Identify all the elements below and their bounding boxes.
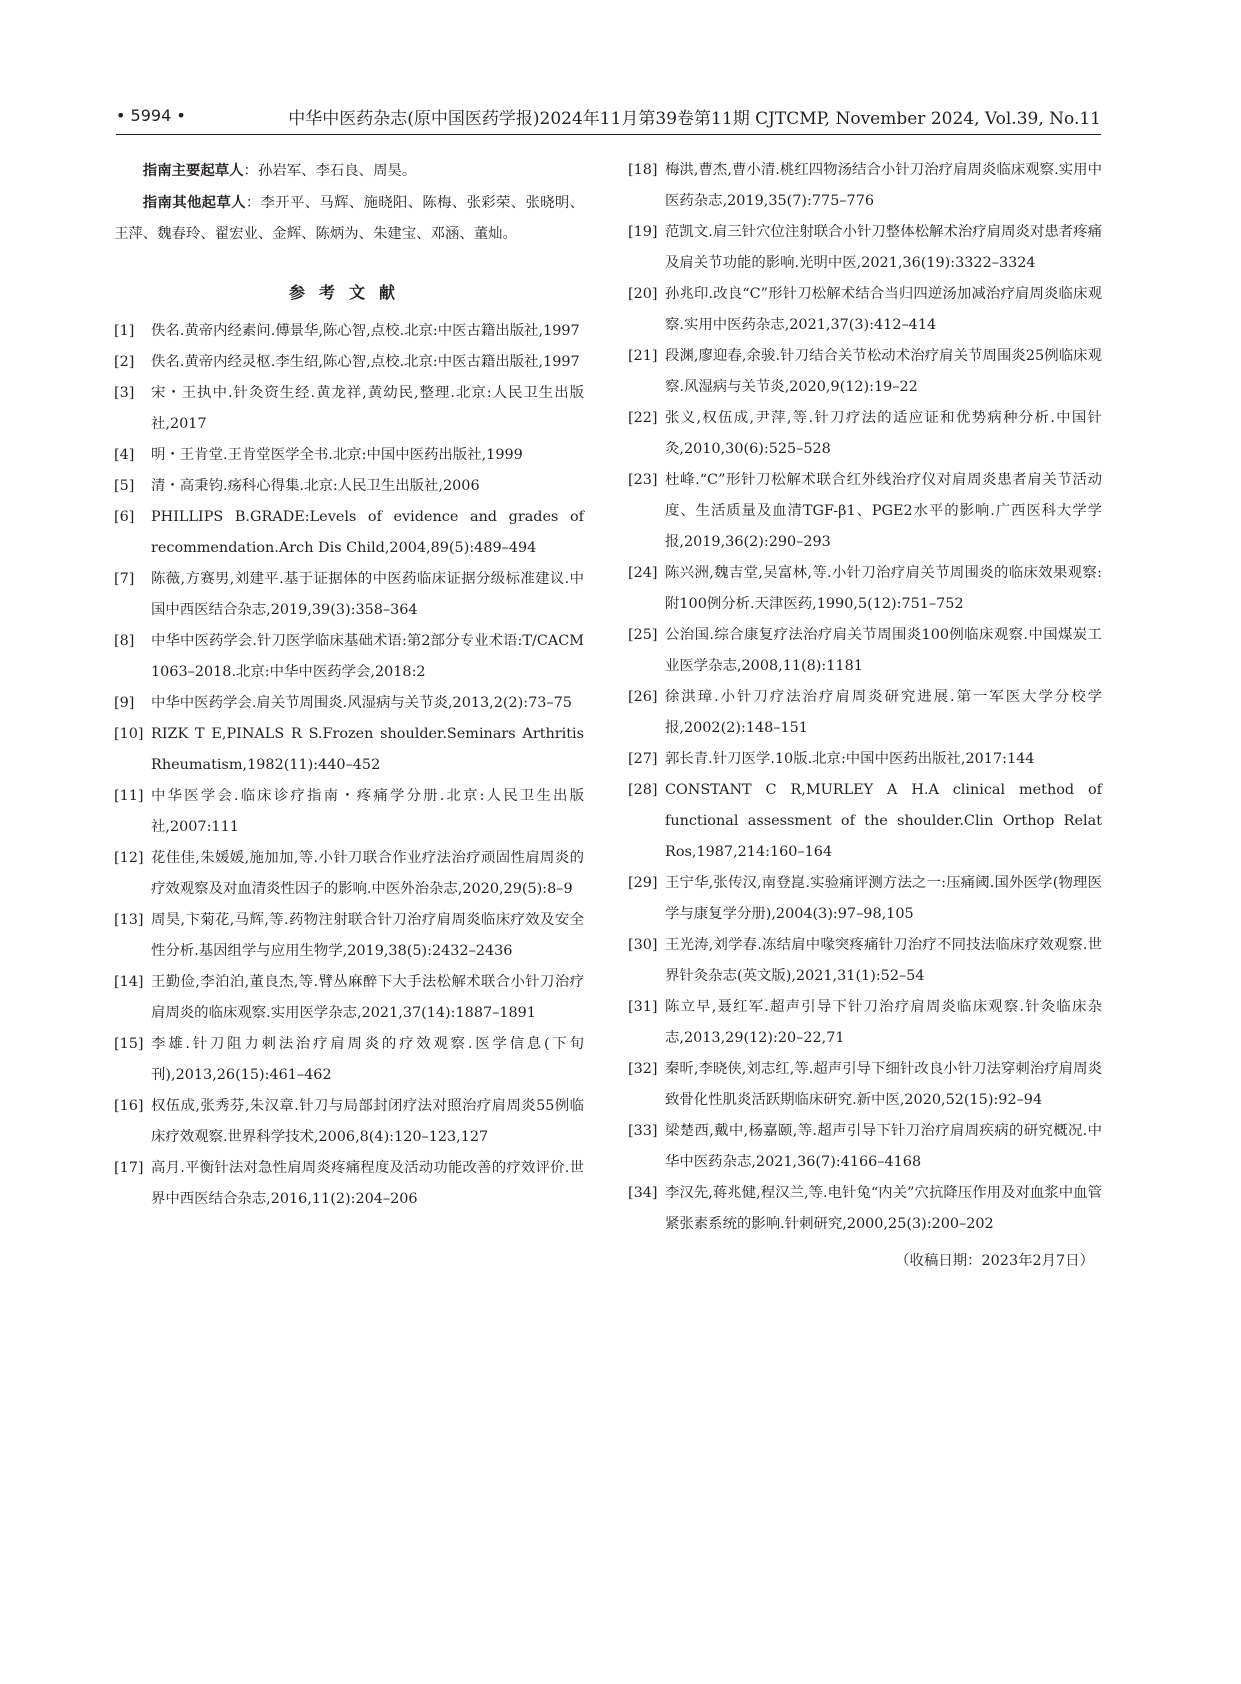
reference-number: [28] <box>628 782 658 798</box>
reference-item <box>114 316 584 347</box>
main-drafters-names: ：孙岩军、李石良、周昊。 <box>243 163 417 179</box>
reference-number: [14] <box>114 974 144 990</box>
reference-item <box>628 279 1102 341</box>
journal-citation: 中华中医药杂志(原中国医药学报)2024年11月第39卷第11期 CJTCMP, November 2024, Vol.39, No.11 <box>288 109 1101 129</box>
reference-item <box>628 341 1102 403</box>
reference-number: [2] <box>114 354 135 370</box>
reference-number: [15] <box>114 1036 144 1052</box>
reference-item <box>114 967 584 1029</box>
reference-text: 梁楚西,戴中,杨嘉颐,等.超声引导下针刀治疗肩周疾病的研究概况.中华中医药杂志,2021,36(7):4166–4168 <box>665 1123 1102 1170</box>
reference-number: [17] <box>114 1160 144 1176</box>
reference-item <box>628 744 1102 775</box>
reference-item <box>628 155 1102 217</box>
reference-number: [21] <box>628 348 658 364</box>
reference-item <box>628 620 1102 682</box>
reference-item <box>114 719 584 781</box>
reference-text: 公治国.综合康复疗法治疗肩关节周围炎100例临床观察.中国煤炭工业医学杂志,2008,11(8):1181 <box>665 627 1102 674</box>
reference-item <box>114 378 584 440</box>
reference-text: RIZK T E,PINALS R S.Frozen shoulder.Seminars Arthritis Rheumatism,1982(11):440–452 <box>151 726 584 773</box>
reference-text: 张义,权伍成,尹萍,等.针刀疗法的适应证和优势病种分析.中国针灸,2010,30(6):525–528 <box>665 410 1102 457</box>
reference-item <box>114 905 584 967</box>
reference-number: [10] <box>114 726 144 742</box>
reference-number: [25] <box>628 627 658 643</box>
reference-text: 范凯文.肩三针穴位注射联合小针刀整体松解术治疗肩周炎对患者疼痛及肩关节功能的影响.光明中医,2021,36(19):3322–3324 <box>665 224 1102 271</box>
reference-number: [12] <box>114 850 144 866</box>
reference-text: 梅洪,曹杰,曹小清.桃红四物汤结合小针刀治疗肩周炎临床观察.实用中医药杂志,2019,35(7):775–776 <box>665 162 1102 209</box>
reference-item <box>114 1029 584 1091</box>
reference-item <box>114 843 584 905</box>
reference-number: [4] <box>114 447 135 463</box>
reference-text: 李汉先,蒋兆健,程汉兰,等.电针兔“内关”穴抗降压作用及对血浆中血管紧张素系统的影响.针刺研究,2000,25(3):200–202 <box>665 1185 1102 1232</box>
reference-item <box>628 217 1102 279</box>
reference-number: [7] <box>114 571 135 587</box>
reference-text: 秦昕,李晓侠,刘志红,等.超声引导下细针改良小针刀法穿刺治疗肩周炎致骨化性肌炎活跃期临床研究.新中医,2020,52(15):92–94 <box>665 1061 1102 1108</box>
reference-text: 王勤俭,李泊泊,董良杰,等.臂丛麻醉下大手法松解术联合小针刀治疗肩周炎的临床观察.实用医学杂志,2021,37(14):1887–1891 <box>151 974 584 1021</box>
reference-number: [20] <box>628 286 658 302</box>
reference-text: 王光涛,刘学春.冻结肩中喙突疼痛针刀治疗不同技法临床疗效观察.世界针灸杂志(英文版),2021,31(1):52–54 <box>665 937 1102 984</box>
reference-item <box>628 1178 1102 1240</box>
reference-text: 孙兆印.改良“C”形针刀松解术结合当归四逆汤加减治疗肩周炎临床观察.实用中医药杂志,2021,37(3):412–414 <box>665 286 1102 333</box>
reference-text: 王宁华,张传汉,南登崑.实验痛评测方法之一:压痛阈.国外医学(物理医学与康复学分册),2004(3):97–98,105 <box>665 875 1102 922</box>
reference-number: [6] <box>114 509 135 525</box>
reference-item <box>114 781 584 843</box>
reference-text: 徐洪璋.小针刀疗法治疗肩周炎研究进展.第一军医大学分校学报,2002(2):148–151 <box>665 689 1102 736</box>
right-column <box>628 155 1102 1277</box>
reference-item <box>628 775 1102 868</box>
page-number: • 5994 • <box>116 106 186 125</box>
reference-number: [34] <box>628 1185 658 1201</box>
reference-number: [5] <box>114 478 135 494</box>
reference-number: [24] <box>628 565 658 581</box>
reference-item <box>114 688 584 719</box>
reference-item <box>114 471 584 502</box>
reference-number: [33] <box>628 1123 658 1139</box>
main-drafters-label: 指南主要起草人 <box>142 162 244 179</box>
reference-text: 陈兴洲,魏吉堂,吴富林,等.小针刀治疗肩关节周围炎的临床效果观察:附100例分析.天津医药,1990,5(12):751–752 <box>665 565 1102 612</box>
reference-number: [22] <box>628 410 658 426</box>
reference-number: [9] <box>114 695 135 711</box>
reference-list-right <box>628 155 1102 1240</box>
reference-text: 花佳佳,朱媛媛,施加加,等.小针刀联合作业疗法治疗顽固性肩周炎的疗效观察及对血清炎性因子的影响.中医外治杂志,2020,29(5):8–9 <box>151 850 584 897</box>
reference-text: 佚名.黄帝内经灵枢.李生绍,陈心智,点校.北京:中医古籍出版社,1997 <box>151 354 580 370</box>
reference-number: [11] <box>114 788 144 804</box>
reference-number: [19] <box>628 224 658 240</box>
reference-item <box>628 403 1102 465</box>
drafters-section <box>114 155 584 250</box>
reference-item <box>628 992 1102 1054</box>
reference-number: [26] <box>628 689 658 705</box>
reference-item <box>114 502 584 564</box>
reference-item <box>628 558 1102 620</box>
reference-text: 高月.平衡针法对急性肩周炎疼痛程度及活动功能改善的疗效评价.世界中西医结合杂志,2016,11(2):204–206 <box>151 1160 584 1207</box>
reference-number: [18] <box>628 162 658 178</box>
reference-item <box>114 564 584 626</box>
reference-number: [29] <box>628 875 658 891</box>
other-drafters-names: ：李开平、马辉、施晓阳、陈梅、张彩荣、张晓明、王萍、魏春玲、翟宏业、金辉、陈炳为、朱建宝、邓涵、董灿。 <box>114 195 584 242</box>
reference-item <box>628 682 1102 744</box>
reference-text: 李雄.针刀阻力刺法治疗肩周炎的疗效观察.医学信息(下旬刊),2013,26(15):461–462 <box>151 1036 584 1083</box>
reference-item <box>628 1054 1102 1116</box>
reference-number: [16] <box>114 1098 144 1114</box>
reference-text: 周昊,卞菊花,马辉,等.药物注射联合针刀治疗肩周炎临床疗效及安全性分析.基因组学与应用生物学,2019,38(5):2432–2436 <box>151 912 584 959</box>
reference-number: [27] <box>628 751 658 767</box>
reference-list-left <box>114 316 584 1215</box>
other-drafters <box>114 187 584 250</box>
main-drafters <box>114 155 584 187</box>
other-drafters-label: 指南其他起草人 <box>142 194 246 211</box>
reference-item <box>114 626 584 688</box>
reference-number: [8] <box>114 633 135 649</box>
reference-item <box>628 465 1102 558</box>
reference-number: [13] <box>114 912 144 928</box>
reference-text: 中华医学会.临床诊疗指南・疼痛学分册.北京:人民卫生出版社,2007:111 <box>151 788 584 835</box>
reference-number: [32] <box>628 1061 658 1077</box>
reference-item <box>628 1116 1102 1178</box>
references-heading: 参考文献 <box>288 283 409 302</box>
reference-item <box>114 347 584 378</box>
reference-text: 段渊,廖迎春,余骏.针刀结合关节松动术治疗肩关节周围炎25例临床观察.风湿病与关节炎,2020,9(12):19–22 <box>665 348 1102 395</box>
reference-number: [3] <box>114 385 135 401</box>
received-date: （收稿日期：2023年2月7日） <box>895 1253 1094 1269</box>
reference-item <box>114 1153 584 1215</box>
reference-item <box>114 1091 584 1153</box>
reference-text: 明・王肯堂.王肯堂医学全书.北京:中国中医药出版社,1999 <box>151 447 523 463</box>
running-header <box>116 104 1101 135</box>
reference-number: [31] <box>628 999 658 1015</box>
reference-text: 郭长青.针刀医学.10版.北京:中国中医药出版社,2017:144 <box>665 751 1035 767</box>
reference-text: 中华中医药学会.肩关节周围炎.风湿病与关节炎,2013,2(2):73–75 <box>151 695 572 711</box>
reference-text: 中华中医药学会.针刀医学临床基础术语:第2部分专业术语:T/CACM 1063–2018.北京:中华中医药学会,2018:2 <box>151 633 584 680</box>
reference-number: [23] <box>628 472 658 488</box>
reference-text: 佚名.黄帝内经素问.傅景华,陈心智,点校.北京:中医古籍出版社,1997 <box>151 323 580 339</box>
reference-text: CONSTANT C R,MURLEY A H.A clinical method of functional assessment of the shoulder.Clin Orthop Relat Ros,1987,214:160–164 <box>665 782 1102 860</box>
reference-text: PHILLIPS B.GRADE:Levels of evidence and grades of recommendation.Arch Dis Child,2004,89(5):489–494 <box>151 509 584 556</box>
left-column <box>114 155 584 1215</box>
reference-text: 清・高秉钧.疡科心得集.北京:人民卫生出版社,2006 <box>151 478 480 494</box>
reference-number: [1] <box>114 323 135 339</box>
reference-item <box>114 440 584 471</box>
reference-item <box>628 930 1102 992</box>
reference-item <box>628 868 1102 930</box>
reference-text: 宋・王执中.针灸资生经.黄龙祥,黄幼民,整理.北京:人民卫生出版社,2017 <box>151 385 584 432</box>
reference-text: 权伍成,张秀芬,朱汉章.针刀与局部封闭疗法对照治疗肩周炎55例临床疗效观察.世界科学技术,2006,8(4):120–123,127 <box>151 1098 584 1145</box>
reference-text: 陈立早,聂红军.超声引导下针刀治疗肩周炎临床观察.针灸临床杂志,2013,29(12):20–22,71 <box>665 999 1102 1046</box>
reference-text: 陈薇,方赛男,刘建平.基于证据体的中医药临床证据分级标准建议.中国中西医结合杂志,2019,39(3):358–364 <box>151 571 584 618</box>
reference-number: [30] <box>628 937 658 953</box>
reference-text: 杜峰.“C”形针刀松解术联合红外线治疗仪对肩周炎患者肩关节活动度、生活质量及血清TGF-β1、PGE2水平的影响.广西医科大学学报,2019,36(2):290–293 <box>665 472 1102 550</box>
